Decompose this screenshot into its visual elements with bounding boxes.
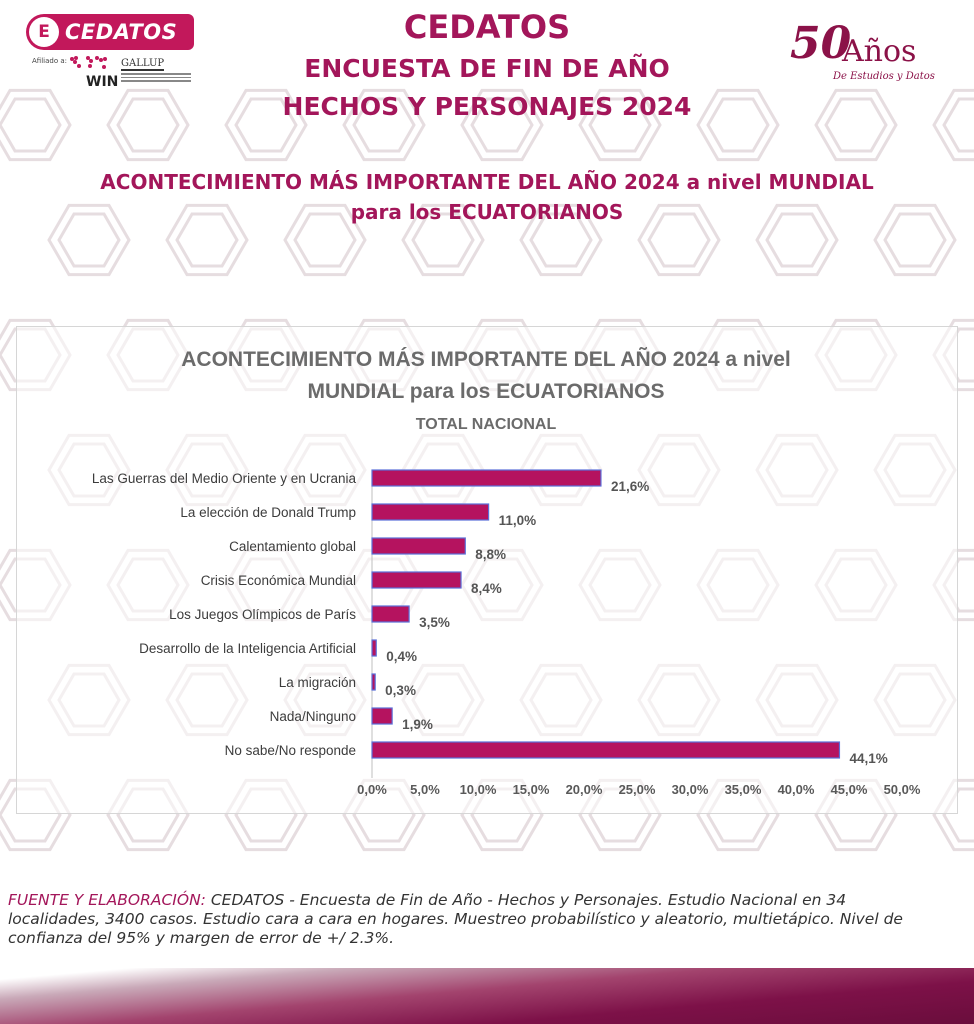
x-tick-label: 10,0% xyxy=(459,782,497,797)
gallup-logo: GALLUP xyxy=(121,58,165,69)
x-tick-label: 15,0% xyxy=(512,782,550,797)
footer-text: CEDATOS - Encuesta de Fin de Año - Hechos y Personajes. Estudio Nacional en 34 localidades, 3400 casos. Estudio cara a cara en hogares. Muestreo probabilístico y aleatorio, multietápico. Nivel de confianza del 95% y margen de error de +/ 2.3%. xyxy=(8,891,903,947)
chart-title-line: ACONTECIMIENTO MÁS IMPORTANTE DEL AÑO 2024 a nivel xyxy=(181,348,791,371)
bar xyxy=(372,708,392,724)
x-tick-label: 5,0% xyxy=(410,782,440,797)
category-label: No sabe/No responde xyxy=(224,743,356,758)
anniversary-logo xyxy=(790,18,950,82)
category-label: Las Guerras del Medio Oriente y en Ucrania xyxy=(91,471,356,486)
data-label: 44,1% xyxy=(849,751,888,766)
data-label: 3,5% xyxy=(419,615,450,630)
bar xyxy=(372,504,489,520)
chart-title-line: MUNDIAL para los ECUATORIANOS xyxy=(307,380,665,403)
bar xyxy=(372,606,409,622)
x-tick-label: 50,0% xyxy=(883,782,921,797)
x-tick-label: 25,0% xyxy=(618,782,656,797)
cedatos-logo-text: CEDATOS xyxy=(65,20,178,44)
category-label: Los Juegos Olímpicos de París xyxy=(169,607,356,622)
footer-label: FUENTE Y ELABORACIÓN: xyxy=(8,891,206,909)
x-tick-label: 30,0% xyxy=(671,782,709,797)
bar xyxy=(372,470,601,486)
cedatos-logo-icon: E xyxy=(29,17,59,47)
category-label: La migración xyxy=(278,675,356,690)
data-label: 8,8% xyxy=(475,547,507,562)
x-tick-label: 35,0% xyxy=(724,782,762,797)
bar xyxy=(372,674,375,690)
data-label: 1,9% xyxy=(402,717,433,732)
page-subtitle-line2: para los ECUATORIANOS xyxy=(350,200,624,224)
bar xyxy=(372,640,376,656)
category-label: Crisis Económica Mundial xyxy=(200,573,356,588)
data-label: 11,0% xyxy=(498,513,537,528)
data-label: 0,3% xyxy=(385,683,416,698)
x-tick-label: 20,0% xyxy=(565,782,603,797)
x-tick-label: 0,0% xyxy=(357,782,387,797)
bar-chart xyxy=(16,326,958,814)
anniversary-tagline: De Estudios y Datos xyxy=(833,71,935,82)
data-label: 21,6% xyxy=(610,479,650,494)
footer-band xyxy=(0,968,974,1024)
category-label: Desarrollo de la Inteligencia Artificial xyxy=(139,641,356,656)
anniversary-word: Años xyxy=(842,34,917,69)
data-label: 8,4% xyxy=(471,581,502,596)
header-title-line1: CEDATOS xyxy=(403,8,571,46)
bar xyxy=(372,538,465,554)
bar xyxy=(372,742,839,758)
bar xyxy=(372,572,461,588)
x-tick-label: 40,0% xyxy=(777,782,815,797)
footer-source-note xyxy=(8,891,938,948)
header-title-line2: ENCUESTA DE FIN DE AÑO xyxy=(304,54,670,83)
category-label: Nada/Ninguno xyxy=(269,709,356,724)
anniversary-number: 50 xyxy=(790,18,852,69)
chart-subtitle: TOTAL NACIONAL xyxy=(415,416,557,433)
page-subtitle-line1: ACONTECIMIENTO MÁS IMPORTANTE DEL AÑO 2024 a nivel MUNDIAL xyxy=(100,170,874,194)
affiliate-label: Afiliado a: xyxy=(32,57,67,65)
category-label: La elección de Donald Trump xyxy=(180,505,356,520)
category-label: Calentamiento global xyxy=(229,539,356,554)
win-logo: WIN xyxy=(86,74,119,90)
data-label: 0,4% xyxy=(386,649,418,664)
header-title-line3: HECHOS Y PERSONAJES 2024 xyxy=(282,92,692,121)
x-tick-label: 45,0% xyxy=(830,782,868,797)
